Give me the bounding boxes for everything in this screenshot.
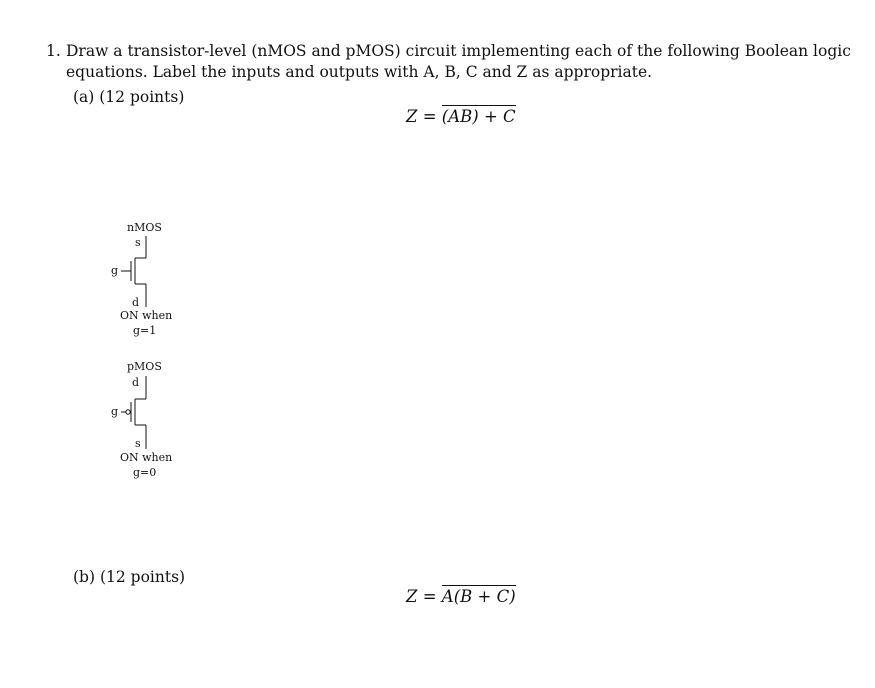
nmos-symbol [121,236,146,307]
nmos-gate-label: g [111,264,119,277]
pmos-on-line1: ON when [120,451,173,464]
part-a-label: (a) (12 points) [73,88,185,106]
nmos-title: nMOS [127,221,162,234]
pmos-on-line2: g=0 [133,466,157,479]
nmos-drain-label: d [132,296,140,309]
pmos-symbol [121,376,146,449]
pmos-drain-label: d [132,376,140,389]
pmos-gate-label: g [111,405,119,418]
nmos-on-line1: ON when [120,309,173,322]
nmos-source-label: s [135,236,141,249]
question-number: 1. [46,42,61,60]
part-b-label: (b) (12 points) [73,568,186,586]
pmos-inversion-bubble [126,410,130,414]
part-a-equation-rhs: (AB) + C [441,107,516,126]
pmos-source-label: s [135,437,141,450]
part-b-equation-rhs: A(B + C) [441,587,516,606]
question-text-line1: Draw a transistor-level (nMOS and pMOS) circuit implementing each of the following Boolean logic [66,42,851,60]
nmos-on-line2: g=1 [133,324,157,337]
part-b-equation-lhs: Z = [406,587,442,606]
pmos-title: pMOS [127,360,162,373]
part-a-equation-lhs: Z = [406,107,442,126]
question-text-line2: equations. Label the inputs and outputs with A, B, C and Z as appropriate. [66,63,653,81]
